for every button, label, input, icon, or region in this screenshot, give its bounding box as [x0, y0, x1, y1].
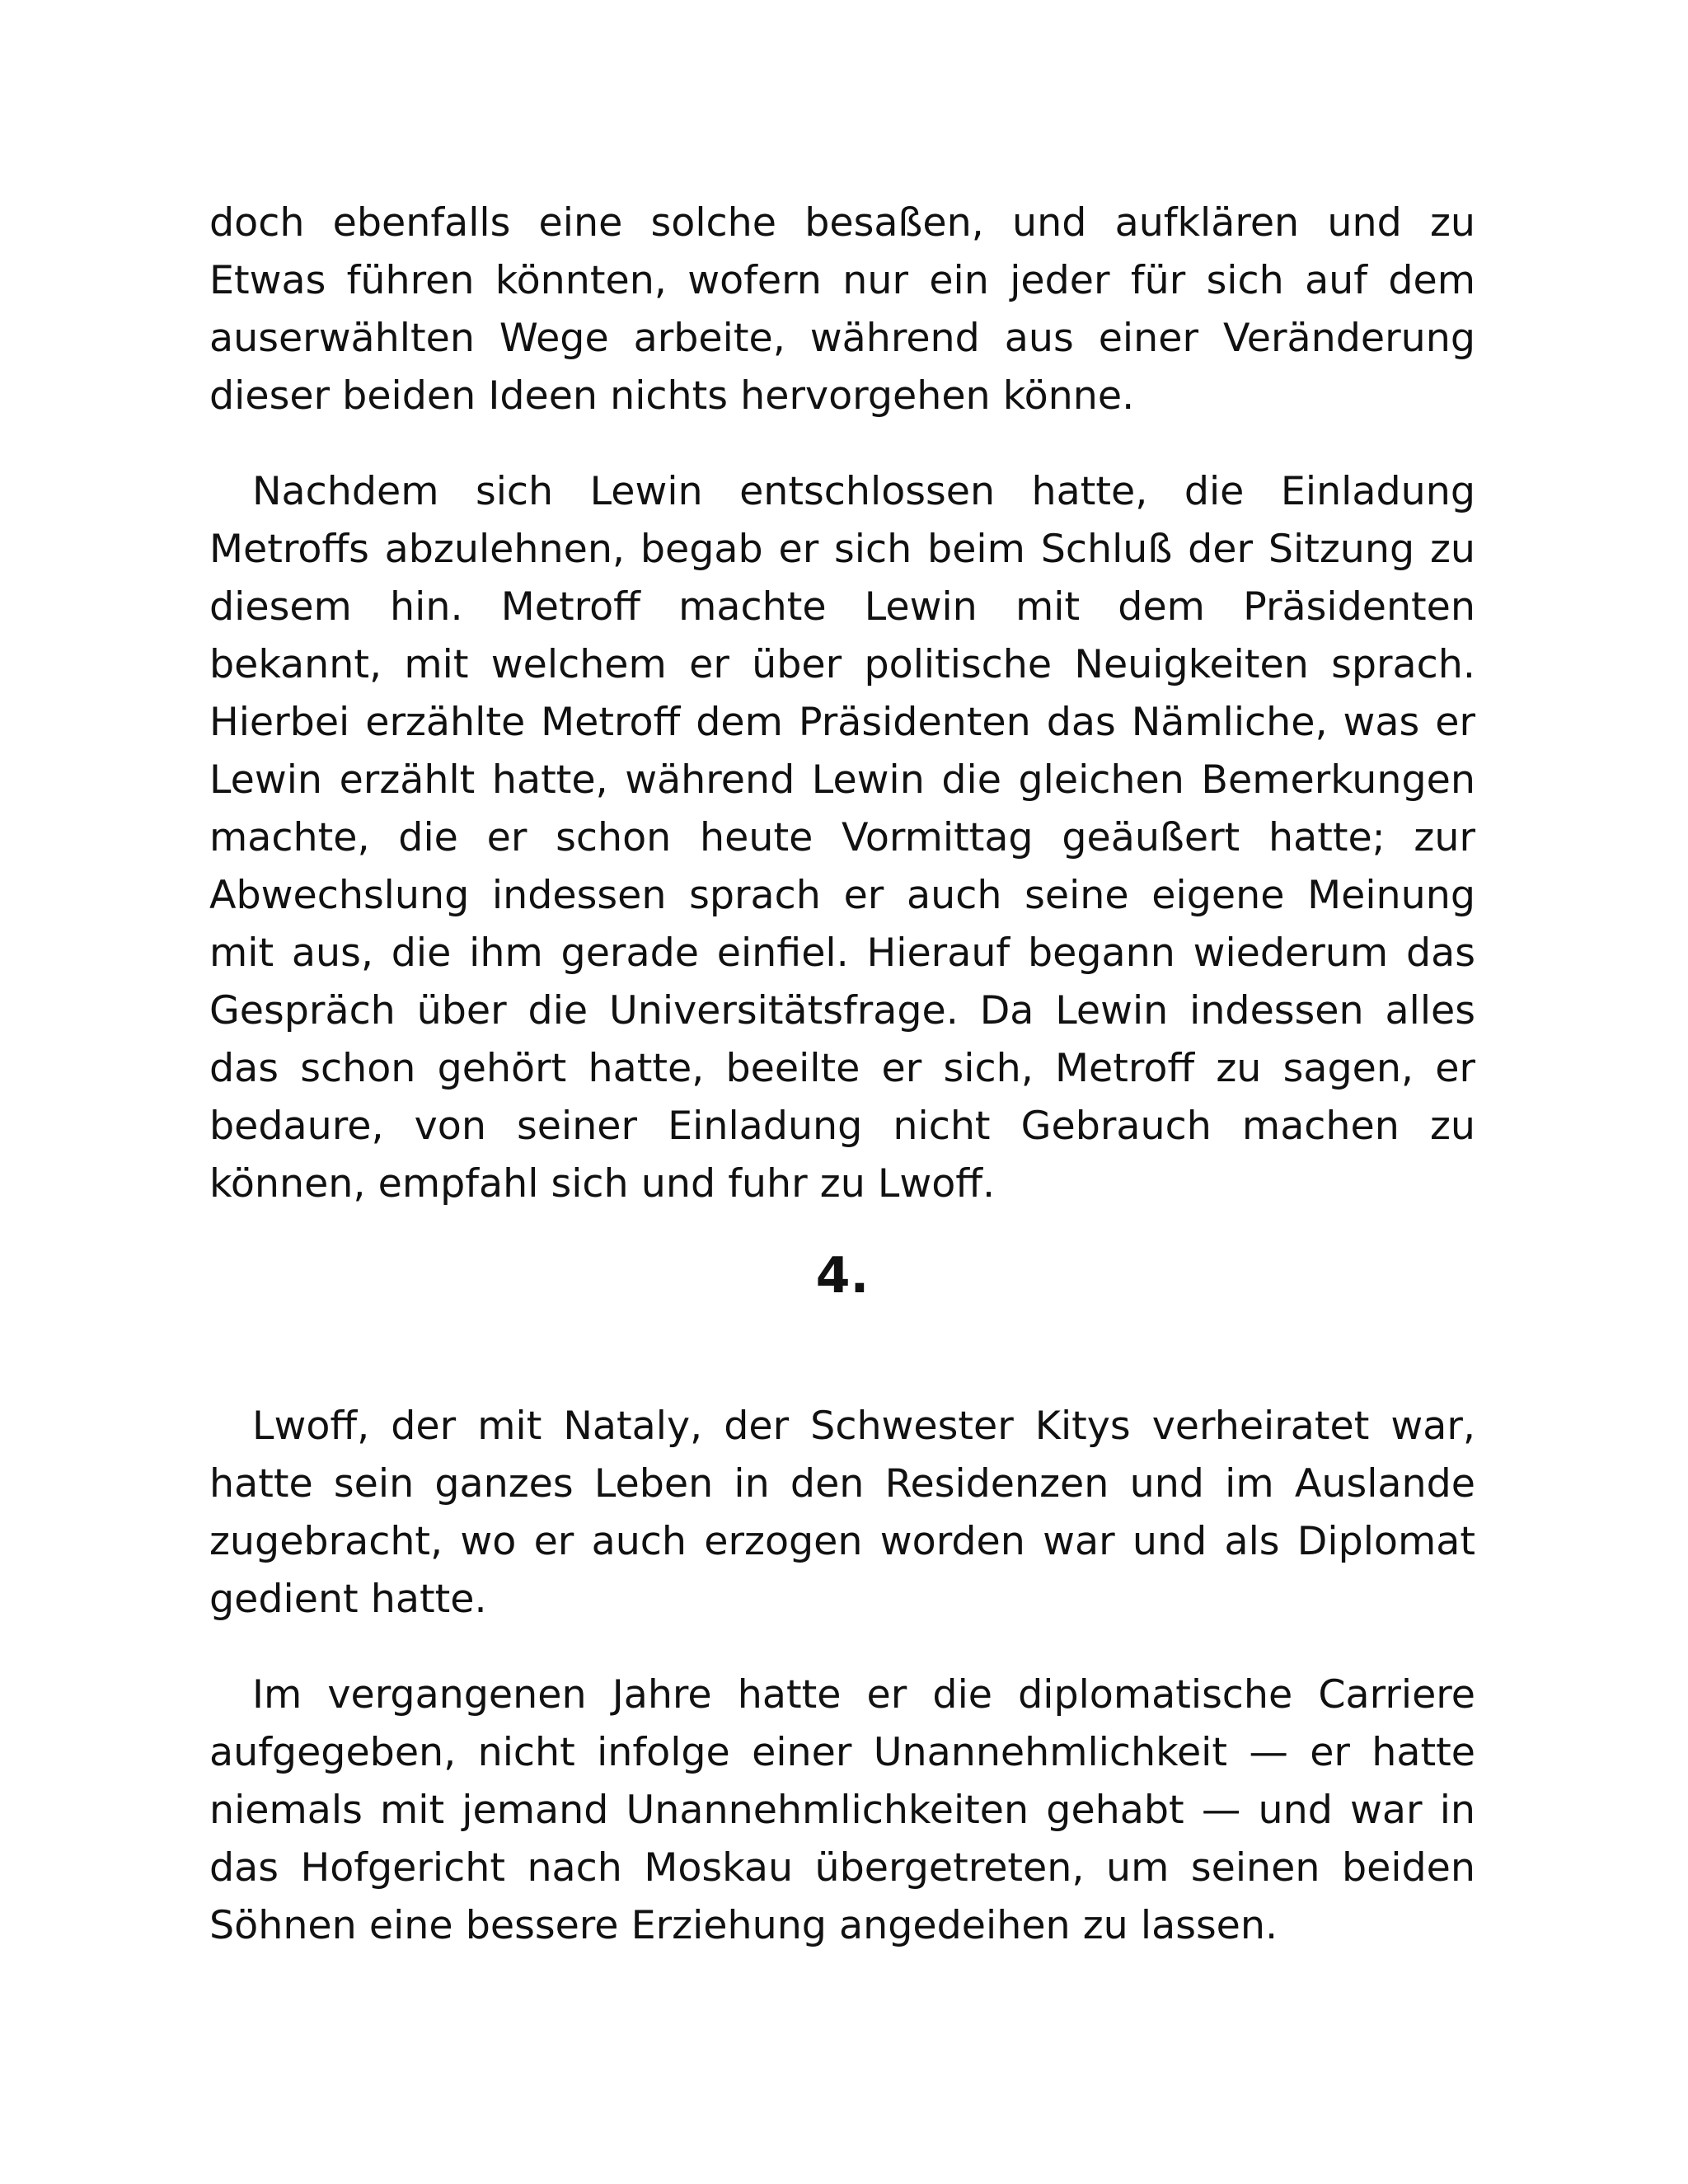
book-page	[209, 194, 1475, 1955]
paragraph-lwoff-introduction: Lwoff, der mit Nataly, der Schwester Kitys verheiratet war, hatte sein ganzes Leben in den Residenzen und im Auslande zugebracht, wo er auch erzogen worden war und als Diplomat gedient hatte.	[209, 1404, 1475, 1622]
paragraph-lewin-declines-invitation: Nachdem sich Lewin entschlossen hatte, die Einladung Metroffs abzulehnen, begab er sich beim Schluß der Sitzung zu diesem hin. Metroff machte Lewin mit dem Präsidenten bekannt, mit welchem er über politische Neuigkeiten sprach. Hierbei erzählte Metroff dem Präsidenten das Nämliche, was er Lewin erzählt hatte, während Lewin die gleichen Bemerkungen machte, die er schon heute Vormittag geäußert hatte; zur Abwechslung indessen sprach er auch seine eigene Meinung mit aus, die ihm gerade einfiel. Hierauf begann wiederum das Gespräch über die Universitätsfrage. Da Lewin indessen alles das schon gehört hatte, beeilte er sich, Metroff zu sagen, er bedaure, von seiner Einladung nicht Gebrauch machen zu können, empfahl sich und fuhr zu Lwoff.	[209, 469, 1475, 1207]
paragraph-lwoff-career: Im vergangenen Jahre hatte er die diplomatische Carriere aufgegeben, nicht infolge einer Unannehmlichkeit — er hatte niemals mit jemand Unannehmlichkeiten gehabt — und war in das Hofgericht nach Moskau übergetreten, um seinen beiden Söhnen eine bessere Erziehung angedeihen zu lassen.	[209, 1672, 1475, 1948]
chapter-heading: 4.	[815, 1247, 870, 1305]
paragraph-continued: doch ebenfalls eine solche besaßen, und aufklären und zu Etwas führen könnten, wofern nur ein jeder für sich auf dem auserwählten Wege arbeite, während aus einer Veränderung dieser beiden Ideen nichts hervorgehen könne.	[209, 200, 1475, 419]
